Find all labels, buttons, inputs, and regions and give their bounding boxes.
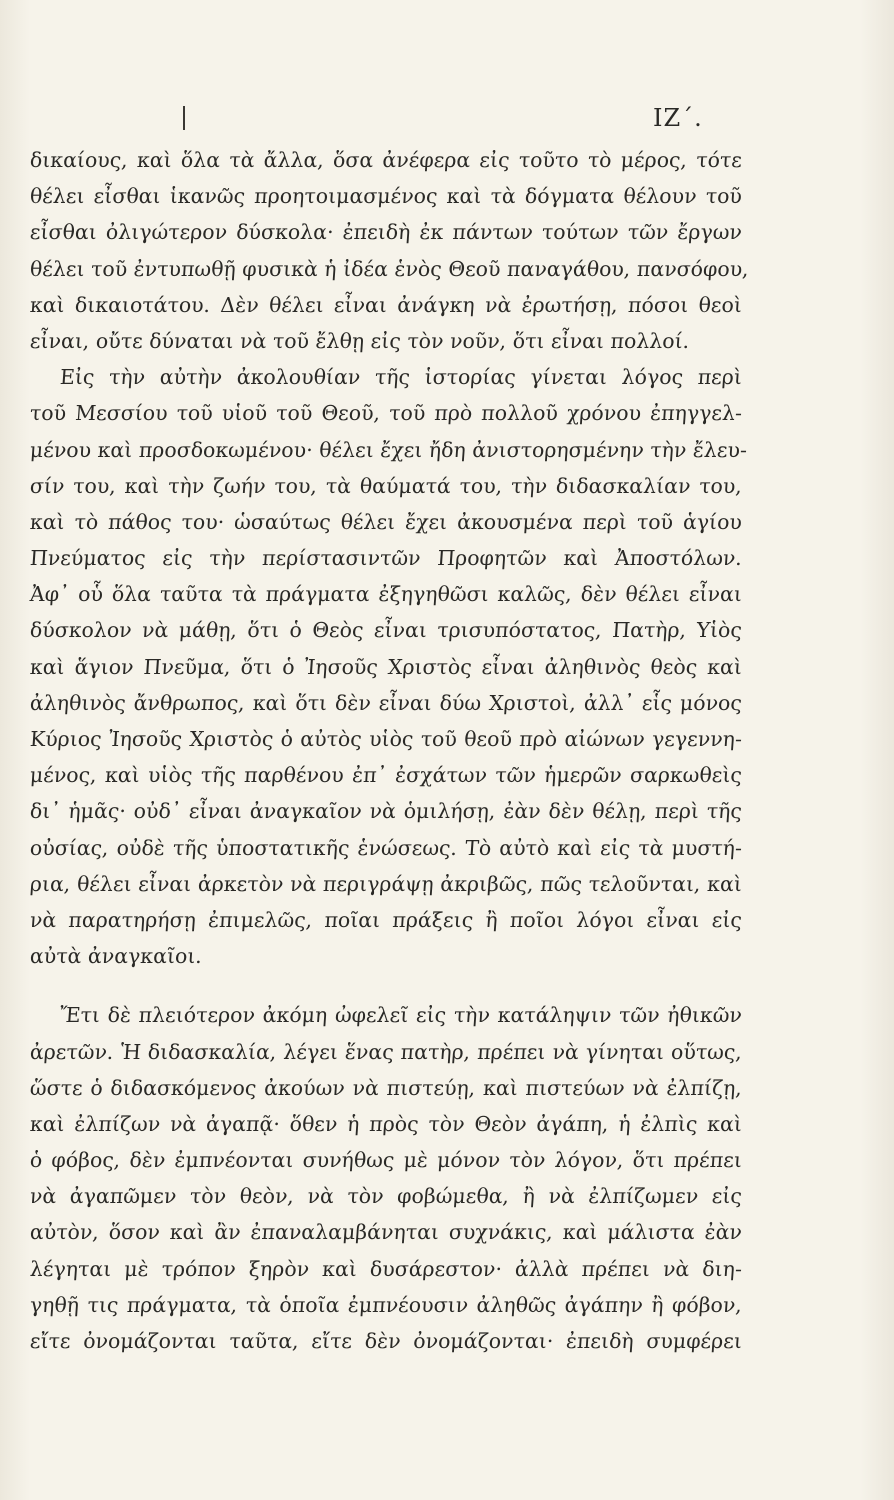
paragraph (29, 359, 748, 974)
text-line: νὰ ἀγαπῶμεν τὸν θεὸν, νὰ τὸν φοβώμεθα, ἢ νὰ ἐλπίζωμεν εἰς (29, 1184, 743, 1209)
text-line: μένου καὶ προσδοκωμένου· θέλει ἔχει ἤδη ἀνιστορησμένην τὴν ἔλευ- (29, 437, 748, 462)
text-line: δικαίους, καὶ ὅλα τὰ ἄλλα, ὅσα ἀνέφερα εἰς τοῦτο τὸ μέρος, τότε (29, 148, 743, 172)
text-line: εἶναι, οὔτε δύναται νὰ τοῦ ἔλθῃ εἰς τὸν νοῦν, ὅτι εἶναι πολλοί. (29, 328, 691, 353)
text-line: Εἰς τὴν αὐτὴν ἀκολουθίαν τῆς ἱστορίας γίνεται λόγος περὶ (59, 365, 743, 390)
paragraph (30, 997, 742, 1359)
text-line: καὶ ἅγιον Πνεῦμα, ὅτι ὁ Ἰησοῦς Χριστὸς εἶναι ἀληθινὸς θεὸς καὶ (29, 654, 743, 679)
text-line: εἶσθαι ὀλιγώτερον δύσκολα· ἐπειδὴ ἐκ πάντων τούτων τῶν ἔργων (29, 220, 743, 245)
text-line: νὰ παρατηρήσῃ ἐπιμελῶς, ποῖαι πράξεις ἢ ποῖοι λόγοι εἶναι εἰς (29, 907, 743, 932)
page-number: ΙΖ΄. (653, 104, 703, 132)
text-line: οὐσίας, οὐδὲ τῆς ὑποστατικῆς ἑνώσεως. Τὸ αὐτὸ καὶ εἰς τὰ μυστή- (29, 835, 743, 860)
text-line: λέγηται μὲ τρόπον ξηρὸν καὶ δυσάρεστον· ἀλλὰ πρέπει νὰ διη- (29, 1256, 743, 1281)
text-line: ἀρετῶν. Ἡ διδασκαλία, λέγει ἕνας πατὴρ, πρέπει νὰ γίνηται οὕτως, (29, 1039, 743, 1064)
text-line: Ἔτι δὲ πλειότερον ἀκόμη ὠφελεῖ εἰς τὴν κατάληψιν τῶν ἠθικῶν (59, 1003, 743, 1028)
text-line: εἴτε ὀνομάζονται ταῦτα, εἴτε δὲν ὀνομάζονται· ἐπειδὴ συμφέρει (29, 1329, 743, 1353)
text-line: δι᾽ ἡμᾶς· οὐδ᾽ εἶναι ἀναγκαῖον νὰ ὁμιλήσῃ, ἐὰν δὲν θέλῃ, περὶ τῆς (29, 799, 743, 824)
text-line: καὶ ἐλπίζων νὰ ἀγαπᾷ· ὅθεν ἡ πρὸς τὸν Θεὸν ἀγάπη, ἡ ἐλπὶς καὶ (29, 1111, 743, 1136)
body-text (29, 142, 750, 1359)
text-line: τοῦ Μεσσίου τοῦ υἱοῦ τοῦ Θεοῦ, τοῦ πρὸ πολλοῦ χρόνου ἐπηγγελ- (29, 401, 743, 426)
text-line: θέλει εἶσθαι ἱκανῶς προητοιμασμένος καὶ τὰ δόγματα θέλουν τοῦ (29, 184, 743, 209)
text-line: δύσκολον νὰ μάθῃ, ὅτι ὁ Θεὸς εἶναι τρισυπόστατος, Πατὴρ, Υἱὸς (29, 618, 743, 643)
paragraph-gap (30, 974, 742, 997)
text-line: καὶ δικαιοτάτου. Δὲν θέλει εἶναι ἀνάγκη νὰ ἐρωτήσῃ, πόσοι θεοὶ (29, 292, 743, 317)
paragraph (29, 142, 750, 359)
text-line: αὐτὸν, ὅσον καὶ ἂν ἐπαναλαμβάνηται συχνάκις, καὶ μάλιστα ἐὰν (29, 1220, 743, 1245)
text-line: Κύριος Ἰησοῦς Χριστὸς ὁ αὐτὸς υἱὸς τοῦ θεοῦ πρὸ αἰώνων γεγεννη- (29, 727, 743, 751)
text-line: ὥστε ὁ διδασκόμενος ἀκούων νὰ πιστεύῃ, καὶ πιστεύων νὰ ἐλπίζῃ, (29, 1075, 743, 1100)
text-line: καὶ τὸ πάθος του· ὡσαύτως θέλει ἔχει ἀκουσμένα περὶ τοῦ ἁγίου (29, 509, 743, 534)
text-line: Πνεύματος εἰς τὴν περίστασιντῶν Προφητῶν καὶ Ἀποστόλων. (29, 546, 743, 571)
text-line: μένος, καὶ υἱὸς τῆς παρθένου ἐπ᾽ ἐσχάτων τῶν ἡμερῶν σαρκωθεὶς (29, 763, 743, 788)
text-line: ἀληθινὸς ἄνθρωπος, καὶ ὅτι δὲν εἶναι δύω Χριστοὶ, ἀλλ᾽ εἷς μόνος (29, 690, 743, 715)
text-line: γηθῇ τις πράγματα, τὰ ὁποῖα ἐμπνέουσιν ἀληθῶς ἀγάπην ἢ φόβον, (29, 1292, 743, 1317)
text-line: αὐτὰ ἀναγκαῖοι. (29, 944, 203, 969)
text-line: σίν του, καὶ τὴν ζωήν του, τὰ θαύματά του, τὴν διδασκαλίαν του, (29, 473, 743, 498)
text-line: ρια, θέλει εἶναι ἀρκετὸν νὰ περιγράψῃ ἀκριβῶς, πῶς τελοῦνται, καὶ (29, 871, 743, 896)
header-rule-mark (183, 106, 185, 130)
text-line: Ἀφ᾽ οὗ ὅλα ταῦτα τὰ πράγματα ἐξηγηθῶσι καλῶς, δὲν θέλει εἶναι (29, 582, 743, 607)
text-line: θέλει τοῦ ἐντυπωθῇ φυσικὰ ἡ ἰδέα ἑνὸς Θεοῦ παναγάθου, πανσόφου, (29, 256, 750, 281)
text-line: ὁ φόβος, δὲν ἐμπνέονται συνήθως μὲ μόνον τὸν λόγον, ὅτι πρέπει (29, 1148, 743, 1173)
